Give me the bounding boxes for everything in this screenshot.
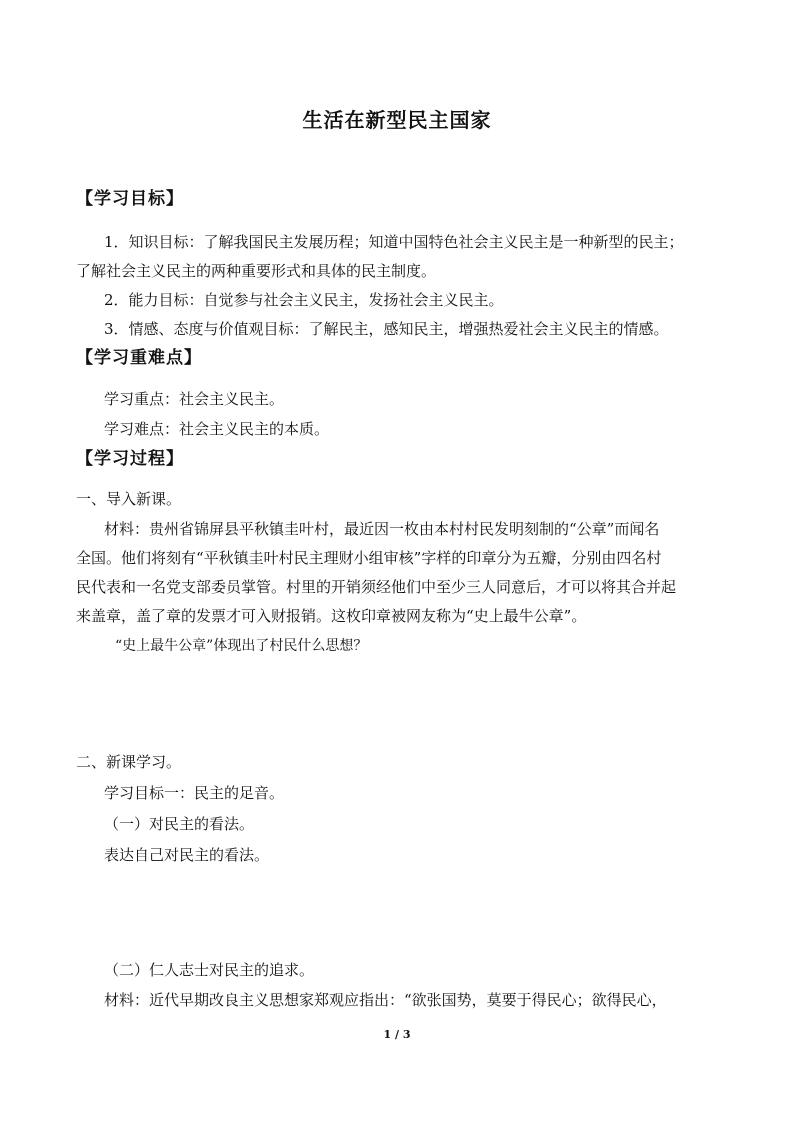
- key-difficulty: 学习难点：社会主义民主的本质。: [104, 420, 330, 438]
- subsection-2-title: （二）仁人志士对民主的追求。: [104, 961, 315, 979]
- material-1-line-2: 全国。他们将刻有“平秋镇圭叶村民主理财小组审核”字样的印章分为五瓣，分别由四名村: [76, 549, 662, 567]
- subsection-1-task: 表达自己对民主的看法。: [104, 846, 270, 864]
- key-focus: 学习重点：社会主义民主。: [104, 390, 285, 408]
- key-points-heading: 【学习重难点】: [76, 348, 202, 368]
- objective-1: 学习目标一：民主的足音。: [104, 784, 285, 802]
- part-1-title: 一、导入新课。: [76, 490, 182, 508]
- document-title: 生活在新型民主国家: [302, 108, 492, 132]
- part-2-title: 二、新课学习。: [76, 753, 182, 771]
- goal-2: 2．能力目标：自觉参与社会主义民主，发扬社会主义民主。: [104, 291, 504, 309]
- page-number: 1 / 3: [383, 1028, 411, 1041]
- goal-1-line-2: 了解社会主义民主的两种重要形式和具体的民主制度。: [76, 262, 437, 280]
- goal-3: 3．情感、态度与价值观目标：了解民主，感知民主，增强热爱社会主义民主的情感。: [104, 320, 669, 338]
- learning-process-heading: 【学习过程】: [76, 449, 184, 469]
- material-1-line-4: 来盖章，盖了章的发票才可入财报销。这枚印章被网友称为“史上最牛公章”。: [76, 607, 587, 625]
- material-1-line-3: 民代表和一名党支部委员掌管。村里的开销须经他们中至少三人同意后，才可以将其合并起: [76, 578, 677, 596]
- question-1: “史上最牛公章”体现出了村民什么思想？: [115, 638, 368, 654]
- material-2-line-1: 材料：近代早期改良主义思想家郑观应指出：“欲张国势，莫要于得民心；欲得民心，: [104, 991, 667, 1009]
- material-1-line-1: 材料：贵州省锦屏县平秋镇圭叶村，最近因一枚由本村村民发明刻制的“公章”而闻名: [104, 520, 660, 538]
- goal-1-line-1: 1．知识目标：了解我国民主发展历程；知道中国特色社会主义民主是一种新型的民主；: [104, 233, 684, 251]
- learning-goals-heading: 【学习目标】: [76, 189, 184, 209]
- subsection-1-title: （一）对民主的看法。: [104, 815, 255, 833]
